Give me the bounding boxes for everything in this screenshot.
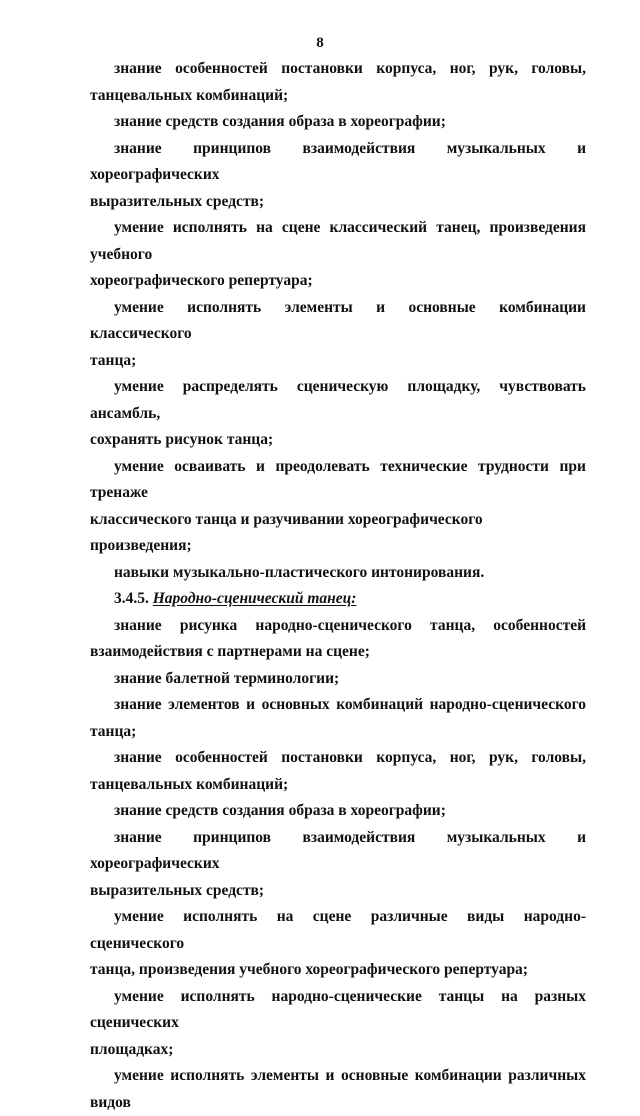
section-number: 3.4.5. (114, 590, 149, 607)
paragraph-line: хореографического репертуара; (90, 272, 313, 289)
paragraph (90, 109, 586, 136)
paragraph-line: танца; (90, 351, 137, 369)
section-title: Народно-сценический танец: (152, 590, 357, 607)
paragraph (90, 1063, 586, 1116)
paragraph-line: танца; (90, 722, 137, 740)
paragraph-line: знание элементов и основных комбинаций народно-сценического (114, 696, 586, 713)
section-heading (90, 586, 586, 613)
paragraph (90, 984, 586, 1064)
paragraph-line: знание особенностей постановки корпуса, ног, рук, головы, (114, 749, 586, 766)
paragraph-line: знание принципов взаимодействия музыкальных и хореографических (90, 139, 586, 183)
paragraph-line: знание рисунка народно-сценического танца, особенностей (114, 616, 586, 634)
paragraph (90, 613, 586, 666)
paragraph (90, 215, 586, 295)
paragraph-line: навыки музыкально-пластического интонирования. (114, 563, 485, 581)
paragraph-line: выразительных средств; (90, 192, 265, 210)
paragraph (90, 692, 586, 745)
paragraph (90, 798, 586, 825)
paragraph-line: знание принципов взаимодействия музыкальных и хореографических (90, 828, 586, 872)
paragraph-line: знание средств создания образа в хореографии; (114, 802, 446, 819)
paragraph-line: классического танца и разучивании хореографического произведения; (90, 510, 483, 554)
paragraph-line: танцевальных комбинаций; (90, 86, 289, 104)
paragraph (90, 454, 586, 560)
paragraph-line: знание средств создания образа в хореографии; (114, 113, 446, 130)
paragraph (90, 560, 586, 587)
body-text (90, 56, 586, 1116)
paragraph (90, 666, 586, 693)
paragraph (90, 56, 586, 109)
paragraph-line: умение осваивать и преодолевать технические трудности при тренаже (90, 457, 586, 501)
paragraph-line: умение исполнять на сцене различные виды народно-сценического (90, 908, 586, 952)
paragraph-line: танцевальных комбинаций; (90, 775, 289, 793)
paragraph-line: умение исполнять элементы и основные комбинации классического (90, 298, 586, 342)
paragraph-line: танца, произведения учебного хореографического репертуара; (90, 961, 528, 978)
paragraph-line: выразительных средств; (90, 881, 265, 899)
page-number: 8 (316, 35, 324, 51)
paragraph-line: сохранять рисунок танца; (90, 431, 274, 448)
paragraph-line: умение исполнять народно-сценические танцы на разных сценических (90, 987, 586, 1031)
paragraph (90, 136, 586, 216)
paragraph-line: умение исполнять элементы и основные комбинации различных видов (90, 1067, 586, 1111)
paragraph-line: знание особенностей постановки корпуса, ног, рук, головы, (114, 60, 586, 77)
paragraph-line: площадках; (90, 1040, 174, 1058)
paragraph (90, 295, 586, 375)
paragraph (90, 745, 586, 798)
paragraph (90, 825, 586, 905)
paragraph (90, 374, 586, 454)
paragraph-line: умение исполнять на сцене классический танец, произведения учебного (90, 219, 586, 263)
paragraph-line: умение распределять сценическую площадку, чувствовать ансамбль, (90, 378, 586, 422)
paragraph (90, 904, 586, 984)
paragraph-line: знание балетной терминологии; (114, 669, 340, 687)
paragraph-line: взаимодействия с партнерами на сцене; (90, 643, 370, 660)
